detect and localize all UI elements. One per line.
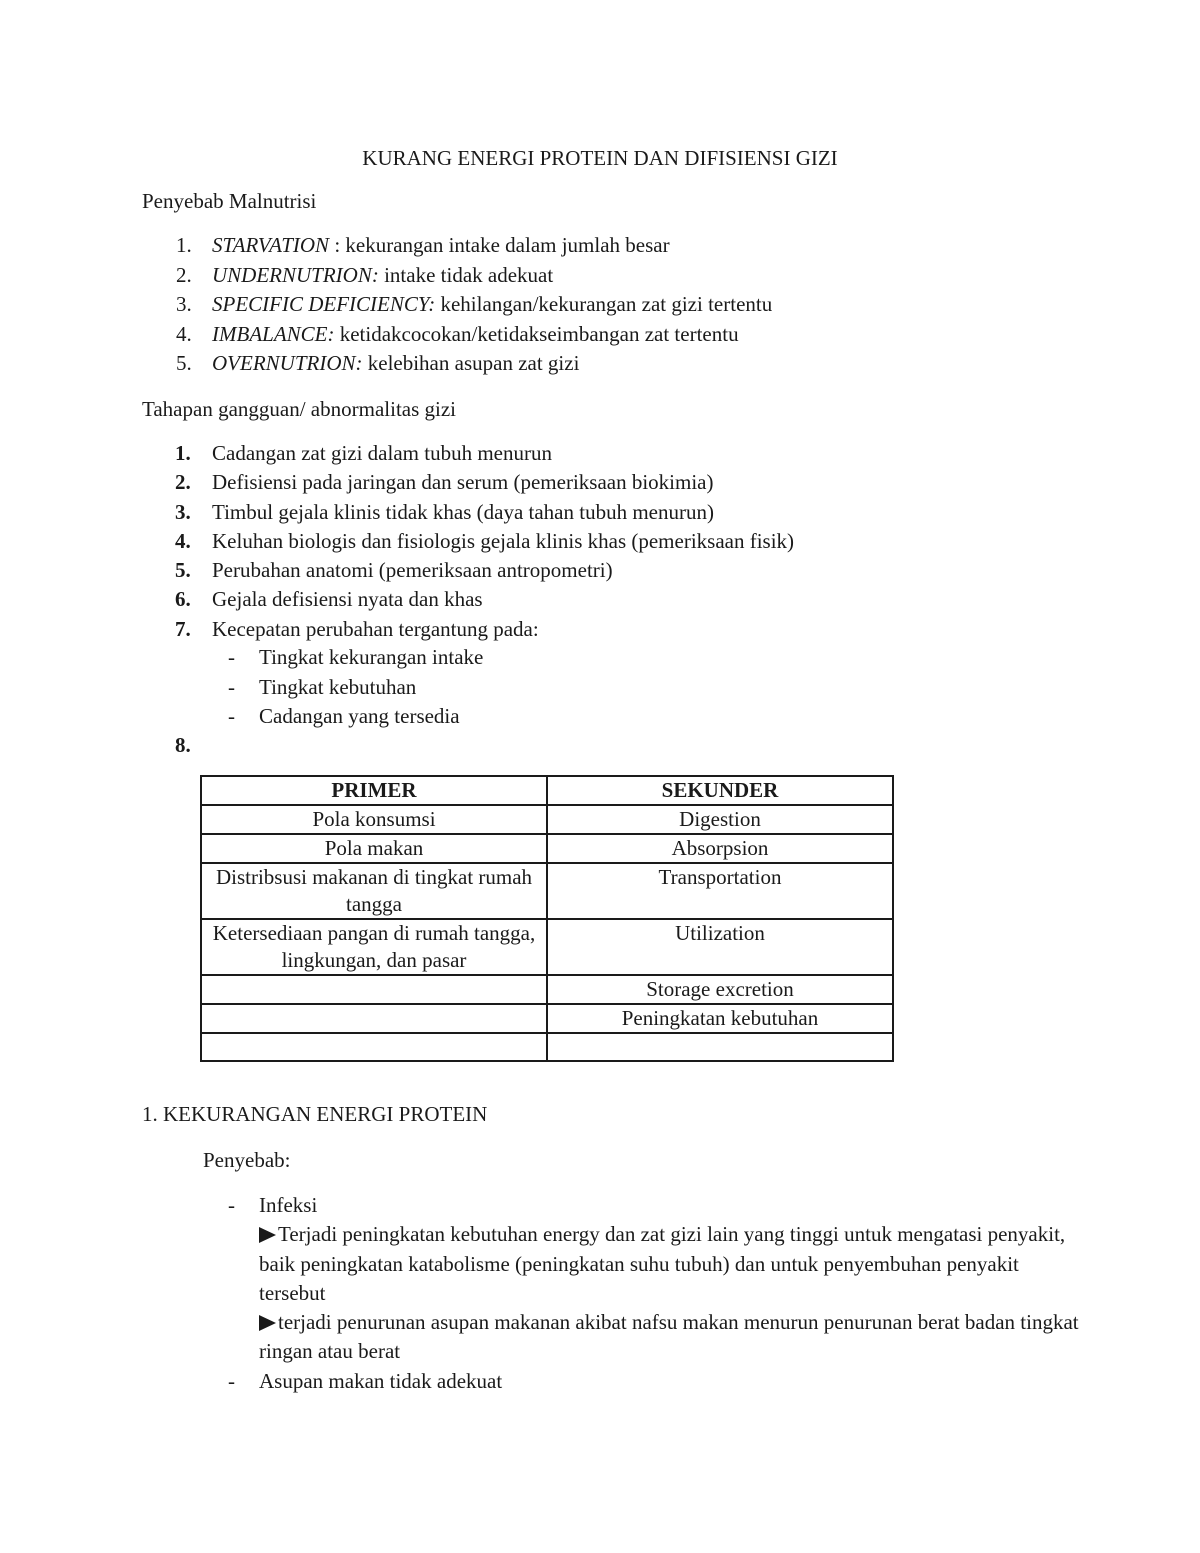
description: ketidakcocokan/ketidakseimbangan zat tertentu (334, 321, 739, 346)
list-number: 2. (175, 470, 191, 495)
primer-sekunder-table (200, 775, 894, 1062)
cause-note-text: Terjadi peningkatan kebutuhan energy dan zat gizi lain yang tinggi untuk mengatasi penyakit, baik peningkatan katabolisme (peningkatan suhu tubuh) dan untuk penyembuhan penyakit tersebut (259, 1222, 1066, 1305)
list-number: 4. (176, 321, 192, 346)
table-cell: Utilization (547, 919, 893, 975)
list-text: Keluhan biologis dan fisiologis gejala klinis khas (pemeriksaan fisik) (212, 528, 795, 553)
list-number: 3. (175, 499, 191, 524)
column-header-sekunder: SEKUNDER (547, 776, 893, 805)
heading-penyebab-malnutrisi: Penyebab Malnutrisi (142, 189, 317, 213)
term: UNDERNUTRION: (212, 262, 379, 287)
cause-item-asupan (228, 1367, 1088, 1396)
list-number: 5. (176, 351, 192, 375)
table-row (201, 919, 893, 975)
table-cell (201, 1033, 547, 1061)
table-cell: Distribsusi makanan di tingkat rumah tangga (201, 863, 547, 919)
table-cell: Peningkatan kebutuhan (547, 1004, 893, 1033)
malnutrisi-list (142, 232, 772, 380)
dash-bullet: - (228, 1193, 235, 1217)
dash-bullet: - (228, 704, 235, 728)
list-item (142, 262, 772, 292)
sub-list-item (228, 674, 483, 704)
list-number: 5. (175, 558, 191, 583)
table-row (201, 1004, 893, 1033)
sub-list-text: Tingkat kekurangan intake (259, 645, 484, 669)
list-text: Timbul gejala klinis tidak khas (daya tahan tubuh menurun) (212, 499, 714, 524)
table-cell: Absorpsion (547, 834, 893, 863)
dash-bullet: - (228, 674, 235, 699)
list-item (142, 586, 794, 615)
list-text: Kecepatan perubahan tergantung pada: (212, 616, 539, 641)
list-number: 7. (175, 616, 191, 641)
cause-list (228, 1191, 1088, 1396)
list-item (142, 469, 794, 498)
table-cell: Ketersediaan pangan di rumah tangga, lingkungan, dan pasar (201, 919, 547, 975)
list-text: Gejala defisiensi nyata dan khas (212, 587, 483, 612)
list-text: Defisiensi pada jaringan dan serum (pemeriksaan biokimia) (212, 470, 714, 495)
list-number-8: 8. (175, 733, 191, 757)
table-header-row (201, 776, 893, 805)
list-item (142, 440, 794, 469)
table-row (201, 834, 893, 863)
table-row (201, 863, 893, 919)
heading-tahapan: Tahapan gangguan/ abnormalitas gizi (142, 397, 457, 421)
list-number: 1. (175, 441, 191, 465)
list-text: Cadangan zat gizi dalam tubuh menurun (212, 441, 552, 465)
table-cell: Digestion (547, 805, 893, 834)
document-title: KURANG ENERGI PROTEIN DAN DIFISIENSI GIZI (362, 146, 838, 170)
term: IMBALANCE: (212, 321, 335, 346)
sub-list-item (228, 703, 483, 733)
list-number: 2. (176, 262, 192, 287)
table-row (201, 1033, 893, 1061)
list-number: 3. (176, 292, 192, 316)
sub-list-text: Cadangan yang tersedia (259, 704, 460, 728)
list-item (142, 528, 794, 557)
list-text: Perubahan anatomi (pemeriksaan antropometri) (212, 558, 613, 583)
description: kelebihan asupan zat gizi (362, 351, 580, 375)
list-number: 4. (175, 528, 191, 553)
sub-heading-penyebab: Penyebab: (203, 1148, 291, 1172)
table-cell (201, 975, 547, 1004)
dash-bullet: - (228, 645, 235, 669)
table-row (201, 805, 893, 834)
column-header-primer: PRIMER (201, 776, 547, 805)
cause-note (259, 1308, 1088, 1367)
arrow-right-icon (259, 1315, 276, 1331)
table-cell: Transportation (547, 863, 893, 919)
table-cell (547, 1033, 893, 1061)
term: STARVATION (212, 233, 330, 257)
table-cell: Pola konsumsi (201, 805, 547, 834)
cause-note (259, 1220, 1088, 1308)
dash-bullet: - (228, 1368, 235, 1393)
sub-list-text: Tingkat kebutuhan (259, 674, 417, 699)
list-item (142, 499, 794, 528)
arrow-right-icon (259, 1227, 276, 1243)
cause-note-text: terjadi penurunan asupan makanan akibat nafsu makan menurun penurunan berat badan tingkat ringan atau berat (259, 1310, 1079, 1364)
table-cell (201, 1004, 547, 1033)
table-cell: Storage excretion (547, 975, 893, 1004)
section-title-kep: 1. KEKURANGAN ENERGI PROTEIN (142, 1102, 488, 1126)
cause-label: Infeksi (259, 1193, 318, 1217)
tahapan-sub-list (228, 644, 483, 733)
cause-item-infeksi (228, 1191, 1088, 1367)
list-item (142, 350, 772, 380)
description: : kekurangan intake dalam jumlah besar (329, 233, 670, 257)
list-item (142, 232, 772, 262)
list-item (142, 291, 772, 321)
list-item (142, 557, 794, 586)
description: kehilangan/kekurangan zat gizi tertentu (435, 292, 773, 316)
list-item (142, 616, 794, 645)
sub-list-item (228, 644, 483, 674)
table-row (201, 975, 893, 1004)
list-item (142, 321, 772, 351)
description: intake tidak adekuat (378, 262, 554, 287)
term: OVERNUTRION: (212, 351, 363, 375)
term: SPECIFIC DEFICIENCY: (212, 292, 436, 316)
cause-label: Asupan makan tidak adekuat (259, 1368, 503, 1393)
list-number: 6. (175, 587, 191, 612)
list-number: 1. (176, 233, 192, 257)
tahapan-list (142, 440, 794, 645)
table-cell: Pola makan (201, 834, 547, 863)
